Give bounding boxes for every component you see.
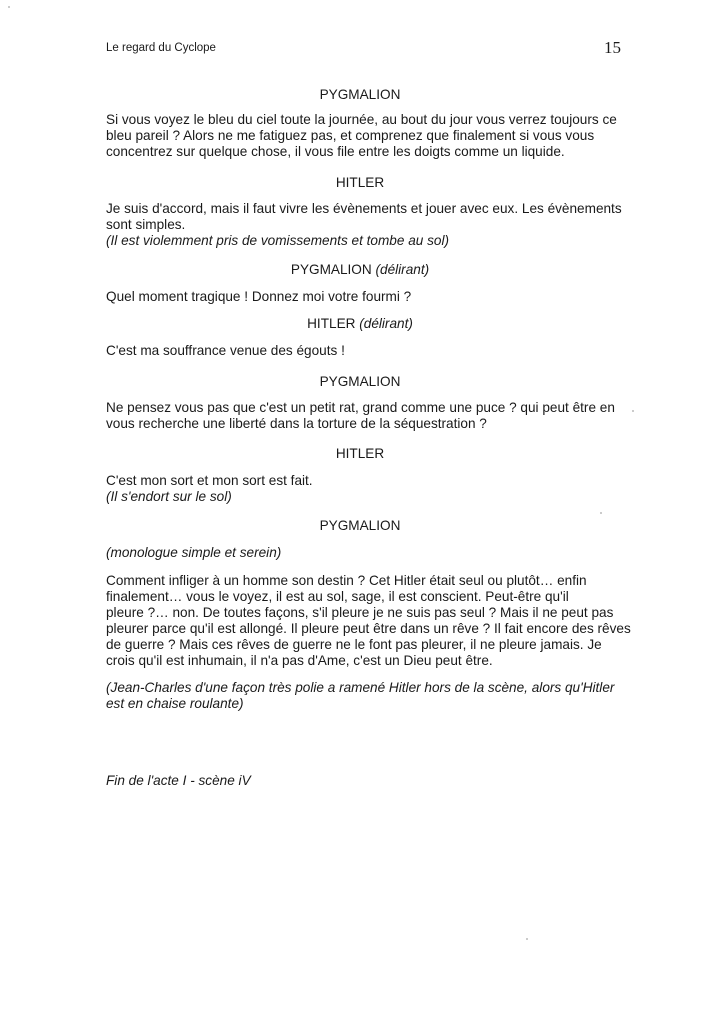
dialogue-line: Je suis d'accord, mais il faut vivre les évènements et jouer avec eux. Les évènements: [106, 201, 622, 216]
speaker-heading: [0, 374, 720, 390]
stage-direction-paragraph: [106, 545, 626, 561]
running-title: Le regard du Cyclope: [106, 42, 216, 54]
speaker-name: PYGMALION: [319, 87, 401, 102]
speaker-note: (délirant): [375, 262, 430, 277]
dialogue-paragraph: [106, 343, 626, 359]
speaker-heading: [0, 262, 720, 278]
end-of-scene-label: Fin de l'acte I - scène iV: [106, 773, 251, 788]
dialogue-paragraph: [106, 473, 626, 505]
scan-speck: [8, 6, 10, 8]
dialogue-line: sont simples.: [106, 217, 186, 232]
dialogue-paragraph: [106, 201, 626, 249]
stage-direction: (Il est violemment pris de vomissements et tombe au sol): [106, 233, 449, 248]
dialogue-line: crois qu'il est inhumain, il n'a pas d'Ame, c'est un Dieu peut être.: [106, 653, 493, 668]
scan-speck: [632, 410, 634, 412]
speaker-heading: [0, 175, 720, 191]
dialogue-line: vous recherche une liberté dans la torture de la séquestration ?: [106, 416, 487, 431]
stage-direction: (Jean-Charles d'une façon très polie a ramené Hitler hors de la scène, alors qu'Hitler: [106, 680, 615, 695]
speaker-name: HITLER: [335, 175, 385, 190]
scan-speck: [526, 938, 528, 940]
dialogue-paragraph: [106, 112, 626, 160]
dialogue-line: concentrez sur quelque chose, il vous file entre les doigts comme un liquide.: [106, 144, 565, 159]
speaker-heading: [0, 316, 720, 332]
dialogue-line: C'est ma souffrance venue des égouts !: [106, 343, 345, 358]
stage-direction: (Il s'endort sur le sol): [106, 489, 232, 504]
page-number: 15: [604, 38, 621, 57]
stage-direction-paragraph: [106, 680, 626, 712]
dialogue-paragraph: [106, 289, 626, 305]
end-of-scene-note: [106, 773, 626, 789]
dialogue-line: Quel moment tragique ! Donnez moi votre fourmi ?: [106, 289, 412, 304]
speaker-heading: [0, 87, 720, 103]
dialogue-line: Si vous voyez le bleu du ciel toute la journée, au bout du jour vous verrez toujours ce: [106, 112, 617, 127]
speaker-name: PYGMALION: [319, 374, 401, 389]
dialogue-line: de guerre ? Mais ces rêves de guerre ne le font pas pleurer, il ne pleure jamais. Je: [106, 637, 602, 652]
dialogue-line: pleure ?… non. De toutes façons, s'il pleure je ne suis pas seul ? Mais il ne peut pas: [106, 605, 614, 620]
stage-direction: (monologue simple et serein): [106, 545, 282, 560]
speaker-heading: [0, 446, 720, 462]
stage-direction: est en chaise roulante): [106, 696, 244, 711]
dialogue-line: finalement… vous le voyez, il est au sol, sage, il est conscient. Peut-être qu'il: [106, 589, 569, 604]
dialogue-line: C'est mon sort et mon sort est fait.: [106, 473, 313, 488]
speaker-name: HITLER: [307, 316, 356, 331]
speaker-heading: [0, 518, 720, 534]
dialogue-line: Comment infliger à un homme son destin ? Cet Hitler était seul ou plutôt… enfin: [106, 573, 587, 588]
scan-speck: [600, 512, 602, 514]
speaker-name: PYGMALION: [290, 262, 372, 277]
dialogue-line: bleu pareil ? Alors ne me fatiguez pas, et comprenez que finalement si vous vous: [106, 128, 595, 143]
speaker-name: HITLER: [335, 446, 385, 461]
dialogue-line: pleurer parce qu'il est allongé. Il pleure peut être dans un rêve ? Il fait encore des rêves: [106, 621, 631, 636]
dialogue-paragraph: [106, 400, 626, 432]
monologue-paragraph: [106, 573, 631, 669]
speaker-name: PYGMALION: [319, 518, 401, 533]
dialogue-line: Ne pensez vous pas que c'est un petit rat, grand comme une puce ? qui peut être en: [106, 400, 615, 415]
speaker-note: (délirant): [359, 316, 413, 331]
